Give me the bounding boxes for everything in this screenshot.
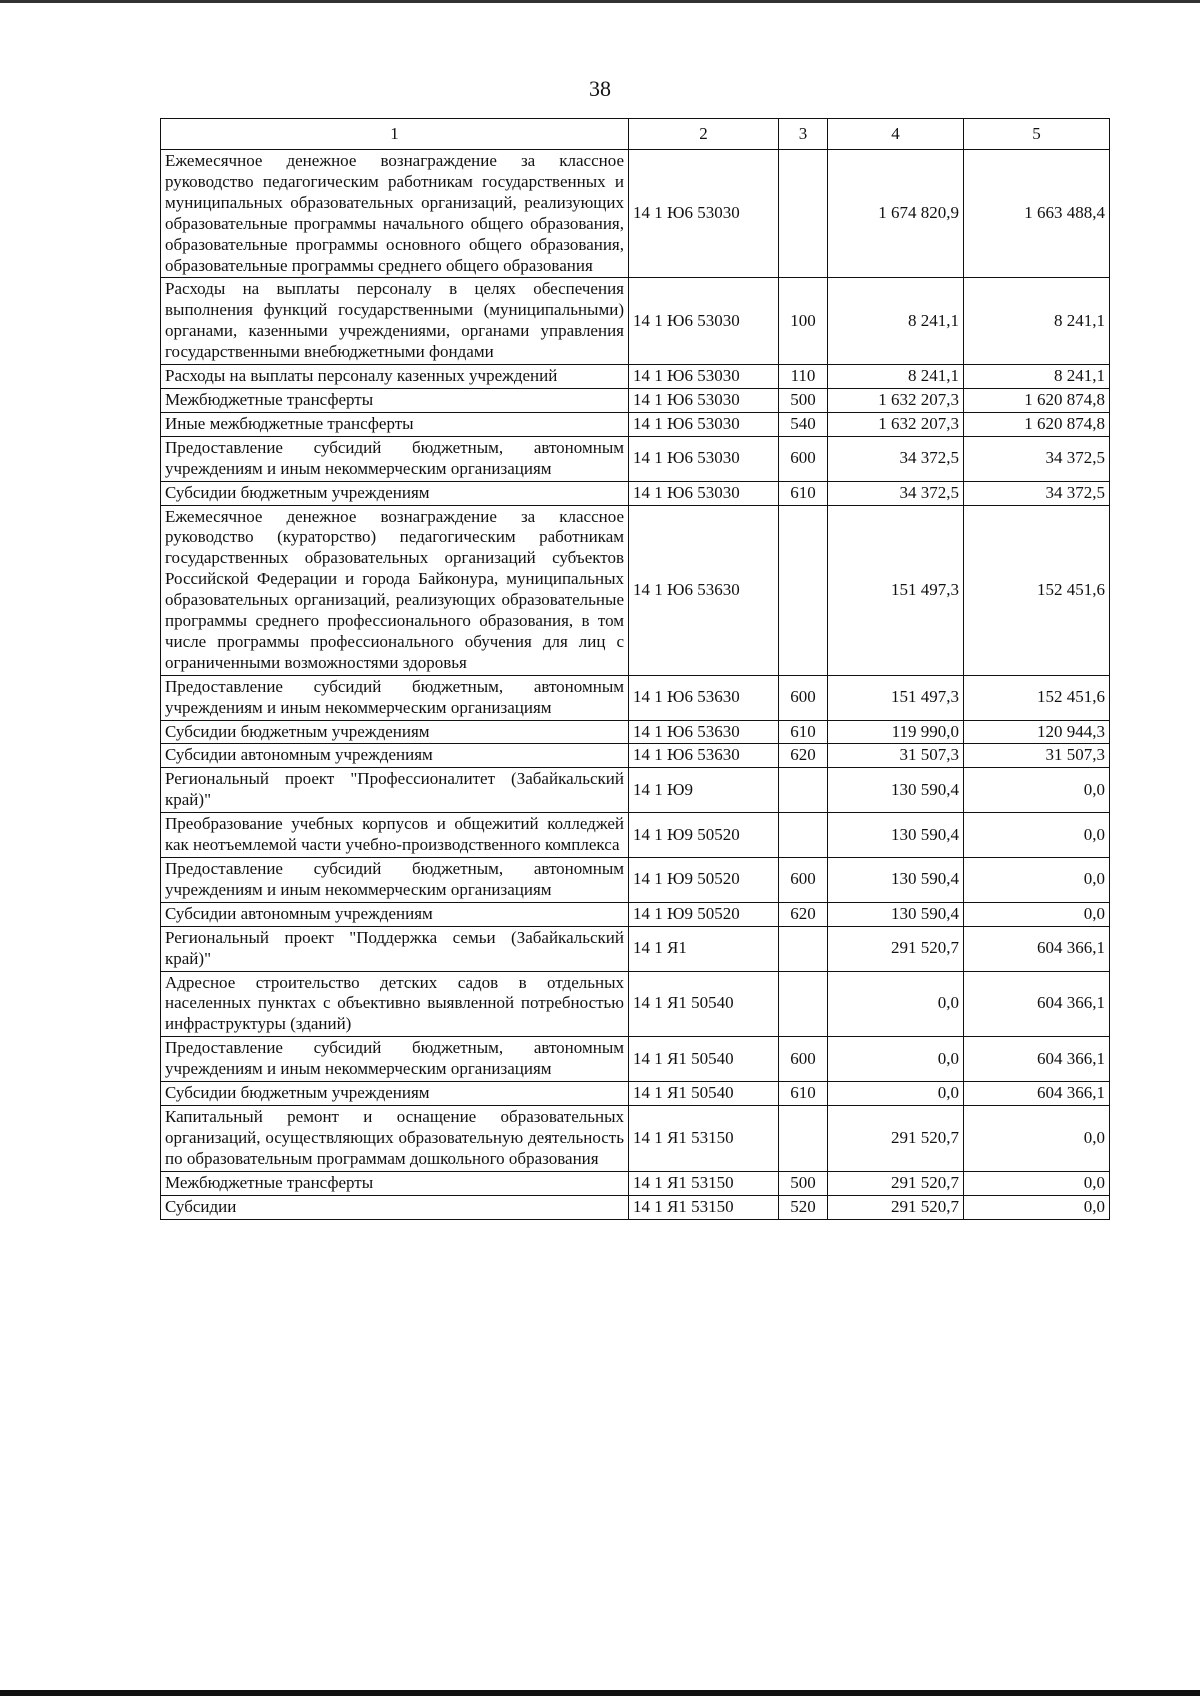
expense-type-cell: 600: [779, 858, 828, 903]
expense-name-cell: Адресное строительство детских садов в отдельных населенных пунктах с объективно выявленной потребностью инфраструктуры (зданий): [161, 971, 629, 1037]
page-number: 38: [589, 76, 611, 101]
amount-year2-cell: 31 507,3: [964, 744, 1110, 768]
expense-type-cell: 500: [779, 1171, 828, 1195]
target-code-cell: 14 1 Ю6 53630: [629, 720, 779, 744]
table-row: [161, 744, 1110, 768]
amount-year1-cell: 8 241,1: [828, 365, 964, 389]
expense-type-cell: 610: [779, 720, 828, 744]
amount-year2-cell: 8 241,1: [964, 365, 1110, 389]
target-code-cell: 14 1 Я1: [629, 926, 779, 971]
expense-name-cell: Расходы на выплаты персоналу казенных учреждений: [161, 365, 629, 389]
amount-year2-cell: 0,0: [964, 768, 1110, 813]
target-code-cell: 14 1 Ю9 50520: [629, 858, 779, 903]
target-code-cell: 14 1 Ю9 50520: [629, 813, 779, 858]
target-code-cell: 14 1 Я1 53150: [629, 1105, 779, 1171]
expense-name-cell: Субсидии бюджетным учреждениям: [161, 481, 629, 505]
target-code-cell: 14 1 Ю6 53030: [629, 436, 779, 481]
table-row: [161, 1105, 1110, 1171]
expense-type-cell: 500: [779, 388, 828, 412]
table-row: [161, 150, 1110, 278]
table-row: [161, 971, 1110, 1037]
expense-type-cell: 600: [779, 436, 828, 481]
target-code-cell: 14 1 Ю6 53630: [629, 505, 779, 675]
expense-name-cell: Ежемесячное денежное вознаграждение за классное руководство (кураторство) педагогическим работникам государственных образовательных организаций субъектов Российской Федерации и города Байконура, муниципальных образовательных организаций, реализующих образовательные программы среднего профессионального образования, в том числе программы профессионального обучения для лиц с ограниченными возможностями здоровья: [161, 505, 629, 675]
expense-name-cell: Субсидии: [161, 1195, 629, 1219]
expense-type-cell: 610: [779, 1082, 828, 1106]
amount-year2-cell: 120 944,3: [964, 720, 1110, 744]
expense-type-cell: 600: [779, 1037, 828, 1082]
expense-type-cell: 610: [779, 481, 828, 505]
amount-year1-cell: 31 507,3: [828, 744, 964, 768]
amount-year1-cell: 151 497,3: [828, 675, 964, 720]
table-row: [161, 768, 1110, 813]
budget-table: [160, 118, 1110, 1220]
column-header: 4: [828, 119, 964, 150]
target-code-cell: 14 1 Ю6 53030: [629, 412, 779, 436]
amount-year1-cell: 1 674 820,9: [828, 150, 964, 278]
amount-year2-cell: 604 366,1: [964, 1082, 1110, 1106]
expense-name-cell: Расходы на выплаты персоналу в целях обеспечения выполнения функций государственными (муниципальными) органами, казенными учреждениями, органами управления государственными внебюджетными фондами: [161, 278, 629, 365]
table-row: [161, 505, 1110, 675]
expense-type-cell: 110: [779, 365, 828, 389]
expense-name-cell: Предоставление субсидий бюджетным, автономным учреждениям и иным некоммерческим организациям: [161, 1037, 629, 1082]
amount-year1-cell: 291 520,7: [828, 926, 964, 971]
target-code-cell: 14 1 Ю6 53630: [629, 675, 779, 720]
expense-type-cell: 520: [779, 1195, 828, 1219]
column-header: 1: [161, 119, 629, 150]
expense-type-cell: 100: [779, 278, 828, 365]
target-code-cell: 14 1 Ю9 50520: [629, 902, 779, 926]
target-code-cell: 14 1 Я1 50540: [629, 1037, 779, 1082]
table-row: [161, 1195, 1110, 1219]
target-code-cell: 14 1 Ю6 53630: [629, 744, 779, 768]
expense-name-cell: Предоставление субсидий бюджетным, автономным учреждениям и иным некоммерческим организациям: [161, 858, 629, 903]
expense-name-cell: Субсидии бюджетным учреждениям: [161, 1082, 629, 1106]
amount-year1-cell: 291 520,7: [828, 1105, 964, 1171]
amount-year2-cell: 604 366,1: [964, 926, 1110, 971]
target-code-cell: 14 1 Ю6 53030: [629, 150, 779, 278]
amount-year1-cell: 119 990,0: [828, 720, 964, 744]
table-row: [161, 675, 1110, 720]
target-code-cell: 14 1 Я1 50540: [629, 971, 779, 1037]
amount-year2-cell: 604 366,1: [964, 1037, 1110, 1082]
target-code-cell: 14 1 Ю6 53030: [629, 278, 779, 365]
column-header: 3: [779, 119, 828, 150]
amount-year2-cell: 1 620 874,8: [964, 412, 1110, 436]
amount-year1-cell: 130 590,4: [828, 813, 964, 858]
target-code-cell: 14 1 Я1 53150: [629, 1195, 779, 1219]
table-row: [161, 278, 1110, 365]
amount-year2-cell: 604 366,1: [964, 971, 1110, 1037]
amount-year2-cell: 34 372,5: [964, 436, 1110, 481]
table-row: [161, 1082, 1110, 1106]
amount-year1-cell: 0,0: [828, 1037, 964, 1082]
table-row: [161, 388, 1110, 412]
expense-name-cell: Капитальный ремонт и оснащение образовательных организаций, осуществляющих образовательную деятельность по образовательным программам дошкольного образования: [161, 1105, 629, 1171]
expense-name-cell: Ежемесячное денежное вознаграждение за классное руководство педагогическим работникам государственных и муниципальных образовательных организаций, реализующих образовательные программы начального общего образования, образовательные программы основного общего образования, образовательные программы среднего общего образования: [161, 150, 629, 278]
amount-year1-cell: 291 520,7: [828, 1171, 964, 1195]
expense-type-cell: [779, 768, 828, 813]
expense-name-cell: Предоставление субсидий бюджетным, автономным учреждениям и иным некоммерческим организациям: [161, 675, 629, 720]
expense-name-cell: Региональный проект "Поддержка семьи (Забайкальский край)": [161, 926, 629, 971]
expense-type-cell: [779, 150, 828, 278]
amount-year2-cell: 34 372,5: [964, 481, 1110, 505]
expense-name-cell: Межбюджетные трансферты: [161, 1171, 629, 1195]
table-row: [161, 1037, 1110, 1082]
expense-name-cell: Субсидии бюджетным учреждениям: [161, 720, 629, 744]
table-row: [161, 1171, 1110, 1195]
expense-type-cell: 540: [779, 412, 828, 436]
amount-year2-cell: 152 451,6: [964, 675, 1110, 720]
amount-year1-cell: 34 372,5: [828, 436, 964, 481]
amount-year2-cell: 8 241,1: [964, 278, 1110, 365]
amount-year1-cell: 34 372,5: [828, 481, 964, 505]
amount-year1-cell: 291 520,7: [828, 1195, 964, 1219]
target-code-cell: 14 1 Я1 53150: [629, 1171, 779, 1195]
table-row: [161, 902, 1110, 926]
table-row: [161, 926, 1110, 971]
expense-name-cell: Предоставление субсидий бюджетным, автономным учреждениям и иным некоммерческим организациям: [161, 436, 629, 481]
target-code-cell: 14 1 Я1 50540: [629, 1082, 779, 1106]
expense-name-cell: Иные межбюджетные трансферты: [161, 412, 629, 436]
amount-year1-cell: 1 632 207,3: [828, 412, 964, 436]
table-row: [161, 720, 1110, 744]
table-body: [161, 150, 1110, 1220]
amount-year2-cell: 0,0: [964, 1171, 1110, 1195]
table-row: [161, 813, 1110, 858]
table-row: [161, 481, 1110, 505]
amount-year1-cell: 130 590,4: [828, 902, 964, 926]
amount-year2-cell: 1 663 488,4: [964, 150, 1110, 278]
table-row: [161, 412, 1110, 436]
expense-type-cell: [779, 505, 828, 675]
expense-type-cell: 620: [779, 902, 828, 926]
amount-year1-cell: 8 241,1: [828, 278, 964, 365]
expense-type-cell: [779, 1105, 828, 1171]
target-code-cell: 14 1 Ю6 53030: [629, 388, 779, 412]
table-header-row: [161, 119, 1110, 150]
expense-type-cell: 600: [779, 675, 828, 720]
table-row: [161, 436, 1110, 481]
amount-year1-cell: 0,0: [828, 1082, 964, 1106]
expense-type-cell: [779, 813, 828, 858]
amount-year1-cell: 130 590,4: [828, 768, 964, 813]
expense-type-cell: 620: [779, 744, 828, 768]
expense-type-cell: [779, 926, 828, 971]
amount-year2-cell: 1 620 874,8: [964, 388, 1110, 412]
amount-year1-cell: 130 590,4: [828, 858, 964, 903]
target-code-cell: 14 1 Ю9: [629, 768, 779, 813]
amount-year1-cell: 0,0: [828, 971, 964, 1037]
amount-year2-cell: 0,0: [964, 902, 1110, 926]
amount-year1-cell: 1 632 207,3: [828, 388, 964, 412]
table-row: [161, 365, 1110, 389]
expense-name-cell: Субсидии автономным учреждениям: [161, 744, 629, 768]
scan-top-edge: [0, 0, 1200, 3]
target-code-cell: 14 1 Ю6 53030: [629, 481, 779, 505]
scan-bottom-edge: [0, 1690, 1200, 1696]
expense-type-cell: [779, 971, 828, 1037]
expense-name-cell: Субсидии автономным учреждениям: [161, 902, 629, 926]
column-header: 2: [629, 119, 779, 150]
amount-year2-cell: 0,0: [964, 813, 1110, 858]
amount-year2-cell: 0,0: [964, 1105, 1110, 1171]
amount-year2-cell: 152 451,6: [964, 505, 1110, 675]
expense-name-cell: Региональный проект "Профессионалитет (Забайкальский край)": [161, 768, 629, 813]
expense-name-cell: Преобразование учебных корпусов и общежитий колледжей как неотъемлемой части учебно-производственного комплекса: [161, 813, 629, 858]
amount-year2-cell: 0,0: [964, 858, 1110, 903]
target-code-cell: 14 1 Ю6 53030: [629, 365, 779, 389]
table-row: [161, 858, 1110, 903]
column-header: 5: [964, 119, 1110, 150]
expense-name-cell: Межбюджетные трансферты: [161, 388, 629, 412]
amount-year1-cell: 151 497,3: [828, 505, 964, 675]
amount-year2-cell: 0,0: [964, 1195, 1110, 1219]
